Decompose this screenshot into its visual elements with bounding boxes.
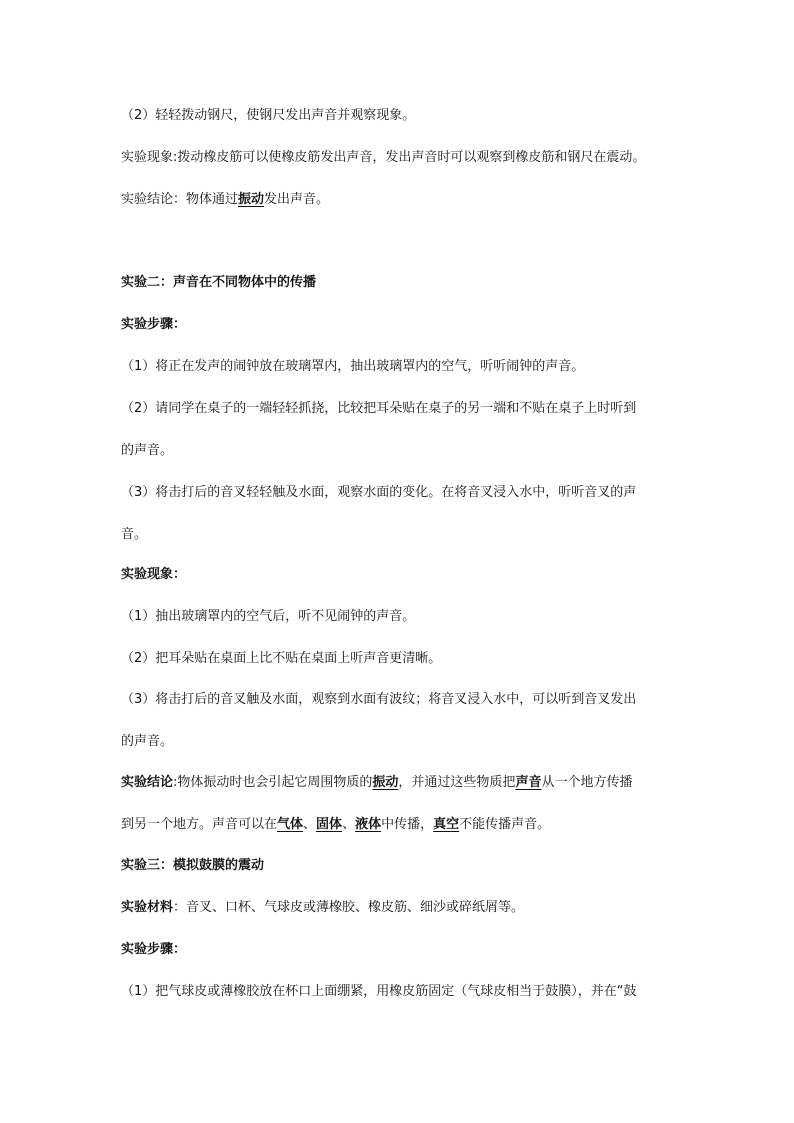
step-2-line: （2）轻轻拨动钢尺，使钢尺发出声音并观察现象。 — [121, 108, 416, 123]
keyword-vibration: 振动 — [238, 192, 265, 207]
step-3b: 音。 — [121, 527, 148, 542]
conclusion-2-line-2 — [121, 817, 550, 833]
step-2a: （2）请同学在桌子的一端轻轻抓挠，比较把耳朵贴在桌子的另一端和不贴在桌子上时听到 — [121, 401, 637, 416]
conclusion-2-mid: 中传播， — [381, 817, 434, 832]
conclusion-suffix: 发出声音。 — [264, 192, 330, 207]
phenomenon-3b: 的声音。 — [121, 734, 174, 749]
conclusion-2-prefix: 到另一个地方。声音可以在 — [121, 817, 278, 832]
phenomenon-3a: （3）将击打后的音叉触及水面，观察到水面有波纹；将音叉浸入水中，可以听到音叉发出 — [121, 692, 637, 707]
steps-heading: 实验步骤： — [121, 317, 187, 332]
conclusion-2-suffix: 不能传播声音。 — [459, 817, 551, 832]
conclusion-text-mid: ，并通过这些物质把 — [398, 775, 516, 790]
keyword-solid: 固体 — [316, 817, 343, 832]
conclusion-label: 实验结论 — [121, 775, 174, 790]
materials-label: 实验材料 — [121, 900, 174, 915]
materials-text: ：音叉、口杯、气球皮或薄橡胶、橡皮筋、细沙或碎纸屑等。 — [173, 900, 525, 915]
materials-line — [121, 900, 524, 916]
conclusion-line — [121, 192, 329, 208]
keyword-gas: 气体 — [277, 817, 304, 832]
steps-heading-2: 实验步骤： — [121, 942, 187, 957]
separator: 、 — [342, 817, 356, 832]
experiment-3-title: 实验三：模拟鼓膜的震动 — [121, 858, 265, 873]
phenomenon-heading: 实验现象： — [121, 567, 187, 582]
conclusion-prefix: 实验结论：物体通过 — [121, 192, 239, 207]
phenomenon-2: （2）把耳朵贴在桌面上比不贴在桌面上听声音更清晰。 — [121, 651, 442, 666]
conclusion-2-line-1 — [121, 775, 632, 791]
experiment-2-title: 实验二：声音在不同物体中的传播 — [121, 275, 317, 290]
conclusion-text: :物体振动时也会引起它周围物质的 — [173, 775, 373, 790]
phenomenon-line: 实验现象:拨动橡皮筋可以使橡皮筋发出声音，发出声音时可以观察到橡皮筋和钢尺在震动。 — [121, 150, 646, 165]
step-2b: 的声音。 — [121, 443, 174, 458]
step-1-exp3: （1）把气球皮或薄橡胶放在杯口上面绷紧，用橡皮筋固定（气球皮相当于鼓膜），并在“鼓 — [121, 984, 637, 999]
conclusion-text-end: 从一个地方传播 — [541, 775, 633, 790]
keyword-liquid: 液体 — [355, 817, 382, 832]
phenomenon-1: （1）抽出玻璃罩内的空气后，听不见闹钟的声音。 — [121, 609, 416, 624]
keyword-vacuum: 真空 — [433, 817, 460, 832]
step-1: （1）将正在发声的闹钟放在玻璃罩内，抽出玻璃罩内的空气，听听闹钟的声音。 — [121, 359, 585, 374]
keyword-vibration-2: 振动 — [372, 775, 399, 790]
keyword-sound: 声音 — [515, 775, 542, 790]
step-3a: （3）将击打后的音叉轻轻触及水面，观察水面的变化。在将音叉浸入水中，听听音叉的声 — [121, 485, 637, 500]
separator: 、 — [303, 817, 317, 832]
